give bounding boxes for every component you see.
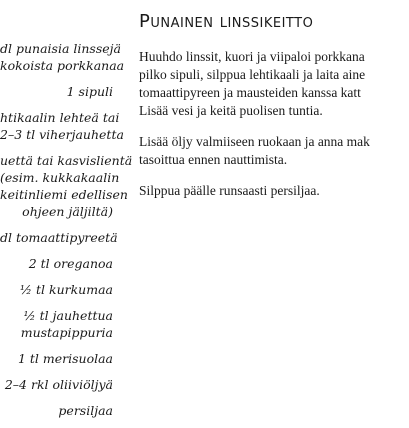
ingredient-item <box>0 307 113 341</box>
method-step-text: tasoittua ennen nauttimista. <box>139 152 288 167</box>
ingredient-item <box>0 281 113 298</box>
ingredient-text: 1 sipuli <box>66 84 113 99</box>
ingredient-text: ohjeen jäljiltä) <box>22 204 113 219</box>
ingredient-text: 1 tl merisuolaa <box>17 351 113 366</box>
method-step <box>139 48 409 120</box>
ingredient-item <box>0 255 113 272</box>
ingredient-item <box>0 152 133 220</box>
ingredient-text: 2 tl oreganoa <box>28 256 113 271</box>
ingredient-text: kokoista porkkanaa <box>0 58 125 73</box>
ingredient-text: ½ tl kurkumaa <box>19 282 113 297</box>
ingredient-text: mustapippuria <box>20 325 113 340</box>
method-steps <box>139 48 409 200</box>
method-step-text: pilko sipuli, silppua lehtikaali ja laita aine <box>139 67 366 82</box>
method-section <box>139 12 409 213</box>
ingredient-item <box>0 402 113 419</box>
ingredient-list <box>0 40 133 428</box>
ingredient-text: keitinliemi edellisen <box>0 187 128 202</box>
ingredient-item <box>0 109 124 143</box>
ingredient-item <box>0 40 125 74</box>
method-step-text: Silppua päälle runsaasti persiljaa. <box>139 183 320 198</box>
ingredient-text: (esim. kukkakaalin <box>0 170 120 185</box>
ingredient-item <box>0 376 113 393</box>
ingredient-text: 2–3 tl viherjauhetta <box>0 127 124 142</box>
ingredient-text: ½ tl jauhettua <box>23 308 113 323</box>
method-step-text: tomaattipyreen ja mausteiden kanssa katt <box>139 85 361 100</box>
method-step-text: Lisää vesi ja keitä puolisen tuntia. <box>139 103 323 118</box>
ingredient-text: htikaalin lehteä tai <box>0 110 120 125</box>
recipe-title: Punainen linssikeitto <box>139 11 314 32</box>
method-step <box>139 182 409 200</box>
method-step-text: Lisää öljy valmiiseen ruokaan ja anna mak <box>139 134 370 149</box>
ingredient-text: dl punaisia linssejä <box>0 41 121 56</box>
ingredient-text: dl tomaattipyreetä <box>0 230 118 245</box>
ingredient-text: persiljaa <box>58 403 113 418</box>
ingredient-item <box>0 229 118 246</box>
ingredient-text: 2–4 rkl oliiviöljyä <box>4 377 113 392</box>
ingredient-item <box>0 83 113 100</box>
method-step-text: Huuhdo linssit, kuori ja viipaloi porkkana <box>139 49 365 64</box>
method-step <box>139 133 409 169</box>
ingredient-item <box>0 350 113 367</box>
ingredient-text: uettä tai kasvislientä <box>0 153 133 168</box>
